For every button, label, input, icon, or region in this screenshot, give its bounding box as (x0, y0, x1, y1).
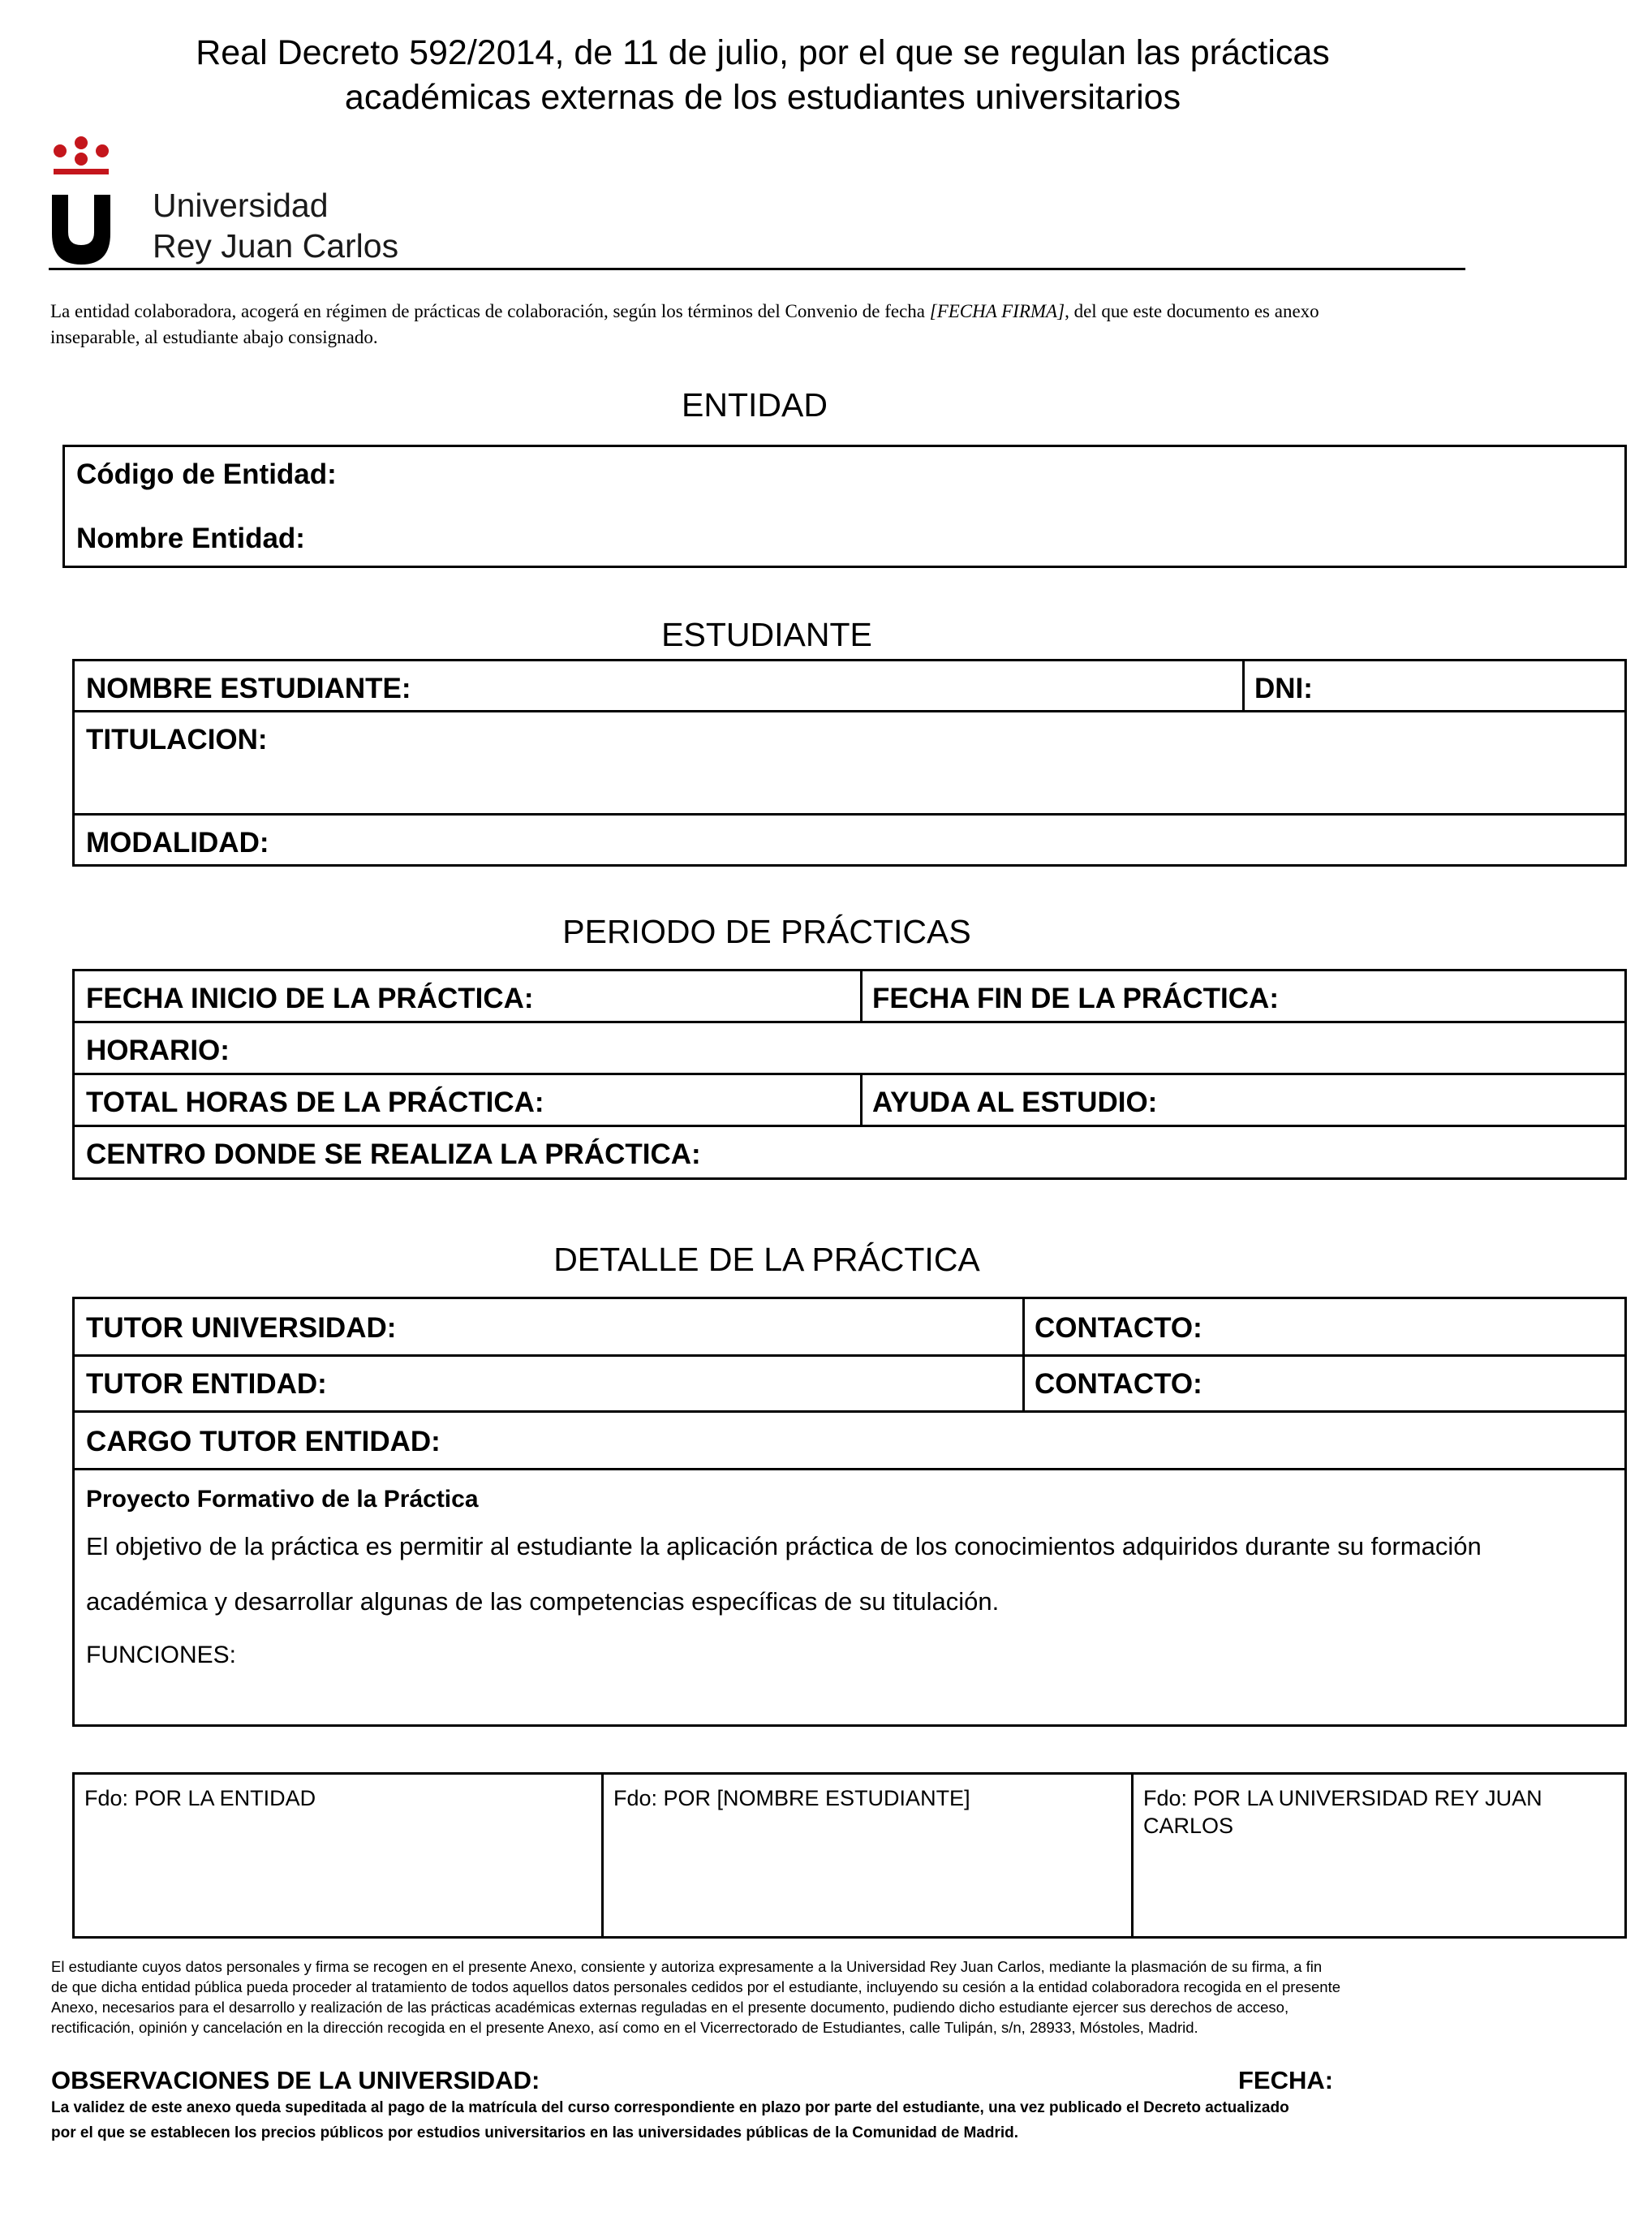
tutor-entidad-field[interactable] (72, 1354, 1025, 1413)
title-line-1: Real Decreto 592/2014, de 11 de julio, por el que se regulan las prácticas (196, 33, 1330, 72)
centro-field[interactable] (72, 1125, 1627, 1180)
fecha-fin-label: FECHA FIN DE LA PRÁCTICA: (872, 983, 1279, 1014)
tutor-entidad-label: TUTOR ENTIDAD: (86, 1368, 327, 1400)
entidad-heading: ENTIDAD (682, 386, 828, 424)
privacy-line-2: de que dicha entidad pública pueda proceder al tratamiento de todos aquellos datos personales cedidos por el estudiante, incluyendo su cesión a la entidad colaboradora recogida en el presente (51, 1978, 1341, 1995)
horario-label: HORARIO: (86, 1035, 230, 1066)
document-title (0, 31, 1525, 120)
intro-text-before: La entidad colaboradora, acogerá en régimen de prácticas de colaboración, según los términos del Convenio de fecha (50, 301, 930, 321)
university-name (153, 185, 398, 266)
modalidad-field[interactable] (72, 813, 1627, 867)
entidad-section (62, 445, 1627, 568)
tutor-universidad-field[interactable] (72, 1297, 1025, 1357)
dni-field[interactable] (1242, 659, 1627, 712)
header-divider (49, 268, 1465, 270)
modalidad-label: MODALIDAD: (86, 827, 269, 859)
funciones-label: FUNCIONES: (86, 1642, 237, 1668)
estudiante-heading: ESTUDIANTE (661, 616, 872, 653)
intro-text-after: , del que este documento es anexo inseparable, al estudiante abajo consignado. (50, 301, 1319, 347)
firma-estudiante-label: Fdo: POR [NOMBRE ESTUDIANTE] (613, 1786, 970, 1810)
horario-field[interactable] (72, 1021, 1627, 1075)
university-name-line-2: Rey Juan Carlos (153, 227, 399, 265)
firma-universidad-line-2: CARLOS (1143, 1814, 1234, 1838)
total-horas-label: TOTAL HORAS DE LA PRÁCTICA: (86, 1087, 544, 1118)
intro-date-placeholder: [FECHA FIRMA] (929, 301, 1065, 321)
nombre-entidad-label: Nombre Entidad: (76, 523, 305, 554)
centro-label: CENTRO DONDE SE REALIZA LA PRÁCTICA: (86, 1138, 701, 1170)
firma-universidad-label (1143, 1784, 1542, 1840)
intro-paragraph (50, 299, 1332, 351)
dni-label: DNI: (1254, 673, 1313, 704)
titulacion-field[interactable] (72, 710, 1627, 816)
university-logo-icon (47, 136, 115, 268)
detalle-heading: DETALLE DE LA PRÁCTICA (553, 1241, 980, 1278)
firma-universidad-line-1: Fdo: POR LA UNIVERSIDAD REY JUAN (1143, 1786, 1542, 1810)
proyecto-line-2: académica y desarrollar algunas de las competencias específicas de su titulación. (86, 1587, 1000, 1616)
cargo-tutor-label: CARGO TUTOR ENTIDAD: (86, 1426, 441, 1457)
fecha-fin-field[interactable] (860, 969, 1627, 1023)
validez-note (51, 2095, 1479, 2145)
privacy-line-1: El estudiante cuyos datos personales y firma se recogen en el presente Anexo, consiente y autoriza expresamente a la Universidad Rey Juan Carlos, mediante la plasmación de su firma, a fin (51, 1958, 1323, 1975)
validez-line-2: por el que se establecen los precios públicos por estudios universitarios en las universidades públicas de la Comunidad de Madrid. (51, 2124, 1019, 2141)
contacto-entidad-field[interactable] (1022, 1354, 1627, 1413)
tutor-universidad-label: TUTOR UNIVERSIDAD: (86, 1312, 397, 1344)
firma-entidad-box[interactable] (72, 1772, 604, 1939)
ayuda-estudio-label: AYUDA AL ESTUDIO: (872, 1087, 1158, 1118)
firma-entidad-label: Fdo: POR LA ENTIDAD (84, 1786, 316, 1810)
fecha-inicio-label: FECHA INICIO DE LA PRÁCTICA: (86, 983, 534, 1014)
university-name-line-1: Universidad (153, 187, 329, 224)
titulacion-label: TITULACION: (86, 724, 268, 755)
privacy-line-3: Anexo, necesarios para el desarrollo y realización de las prácticas académicas externas reguladas en el presente documento, pudiendo dicho estudiante ejercer sus derechos de acceso, (51, 1999, 1289, 2016)
proyecto-formativo-section[interactable] (72, 1468, 1627, 1727)
title-line-2: académicas externas de los estudiantes universitarios (344, 78, 1181, 117)
observaciones-label: OBSERVACIONES DE LA UNIVERSIDAD: (51, 2066, 540, 2094)
privacy-notice (51, 1956, 1479, 2038)
firma-estudiante-box[interactable] (601, 1772, 1134, 1939)
proyecto-title: Proyecto Formativo de la Práctica (86, 1486, 479, 1513)
nombre-estudiante-field[interactable] (72, 659, 1245, 712)
contacto-universidad-field[interactable] (1022, 1297, 1627, 1357)
cargo-tutor-field[interactable] (72, 1410, 1627, 1470)
fecha-label: FECHA: (1238, 2066, 1334, 2094)
nombre-estudiante-label: NOMBRE ESTUDIANTE: (86, 673, 411, 704)
validez-line-1: La validez de este anexo queda supeditada al pago de la matrícula del curso correspondiente en plazo por parte del estudiante, una vez publicado el Decreto actualizado (51, 2099, 1289, 2116)
privacy-line-4: rectificación, opinión y cancelación en la dirección recogida en el presente Anexo, así como en el Vicerrectorado de Estudiantes, calle Tulipán, s/n, 28933, Móstoles, Madrid. (51, 2019, 1198, 2036)
contacto-universidad-label: CONTACTO: (1035, 1312, 1202, 1344)
contacto-entidad-label: CONTACTO: (1035, 1368, 1202, 1400)
proyecto-line-1: El objetivo de la práctica es permitir al estudiante la aplicación práctica de los conocimientos adquiridos durante su formación (86, 1532, 1482, 1560)
firma-universidad-box[interactable] (1131, 1772, 1627, 1939)
fecha-inicio-field[interactable] (72, 969, 863, 1023)
codigo-entidad-label: Código de Entidad: (76, 458, 337, 490)
total-horas-field[interactable] (72, 1073, 863, 1127)
periodo-heading: PERIODO DE PRÁCTICAS (562, 913, 971, 950)
ayuda-estudio-field[interactable] (860, 1073, 1627, 1127)
